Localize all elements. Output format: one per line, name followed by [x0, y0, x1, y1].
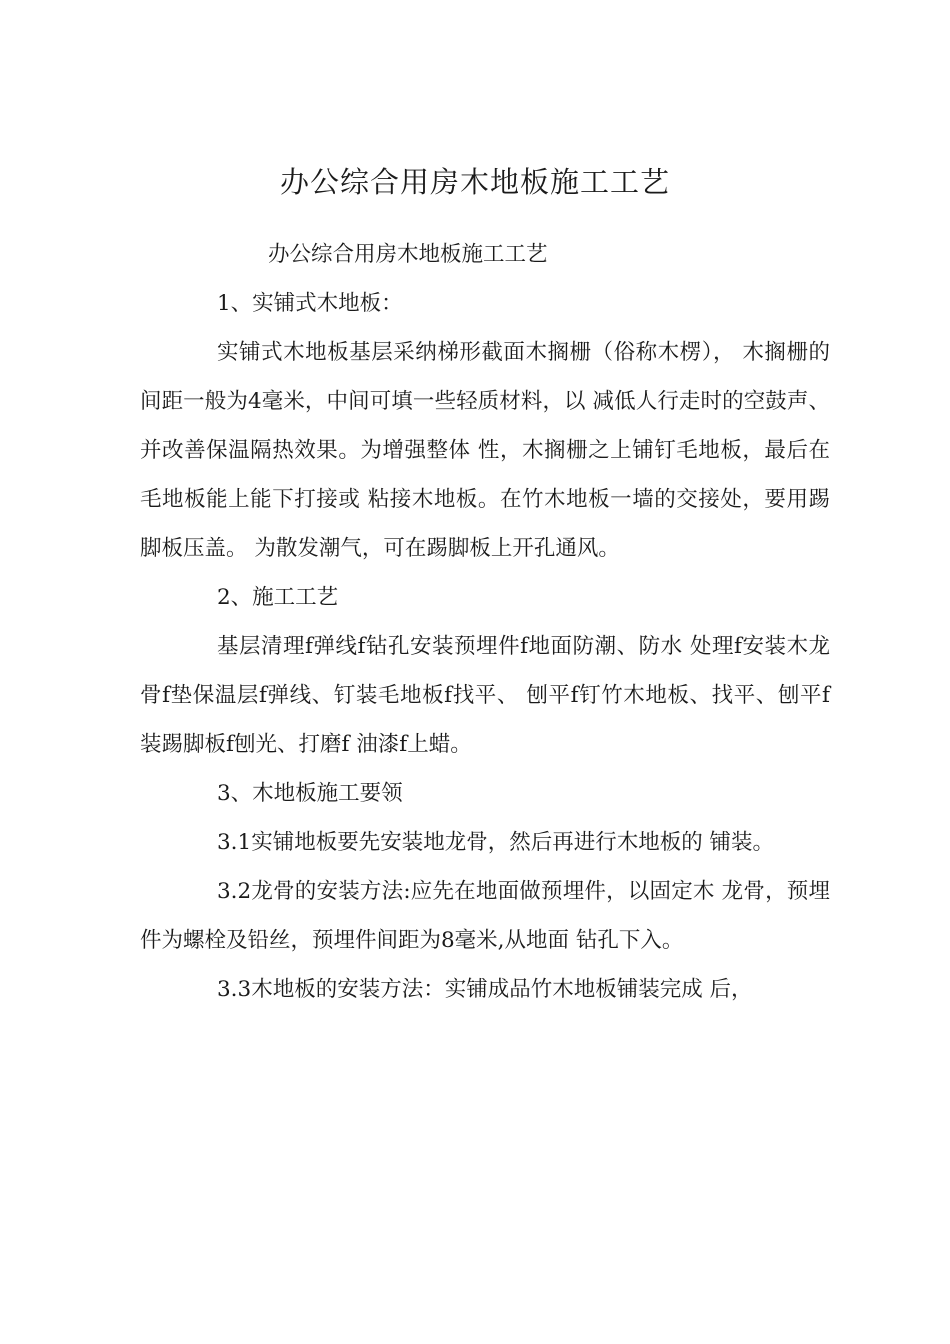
- body-paragraph: 基层清理f弹线f钻孔安装预埋件f地面防潮、防水 处理f安装木龙骨f垫保温层f弹线、钉装毛地板f找平、 刨平f钉竹木地板、找平、刨平f装踢脚板f刨光、打磨f 油漆f上蜡。: [140, 634, 830, 757]
- body-paragraph: 3.2龙骨的安装方法:应先在地面做预埋件，以固定木 龙骨，预埋件为螺栓及铅丝，预埋件间距为8毫米,从地面 钻孔下入。: [140, 879, 830, 953]
- section-heading-1: 1、实铺式木地板：: [217, 291, 403, 316]
- document-title: 办公综合用房木地板施工工艺: [279, 165, 670, 199]
- body-paragraph: 实铺式木地板基层采纳梯形截面木搁栅（俗称木楞）， 木搁栅的间距一般为4毫米，中间可填一些轻质材料，以 减低人行走时的空鼓声、并改善保温隔热效果。为增强整体 性，木搁栅之上铺钉毛地板，最后在毛地板能上能下打接或 粘接木地板。在竹木地板一墙的交接处，要用踢脚板压盖。 为散发潮气，可在踢脚板上开孔通风。: [140, 340, 830, 561]
- section-heading-2: 2、施工工艺: [217, 585, 339, 610]
- section-heading-3: 3、木地板施工要领: [217, 781, 403, 806]
- body-paragraph: 3.3木地板的安装方法：实铺成品竹木地板铺装完成 后，: [217, 977, 753, 1002]
- subtitle-paragraph: 办公综合用房木地板施工工艺: [268, 242, 548, 267]
- document-body: [140, 230, 830, 1014]
- body-paragraph: 3.1实铺地板要先安装地龙骨，然后再进行木地板的 铺装。: [217, 830, 775, 855]
